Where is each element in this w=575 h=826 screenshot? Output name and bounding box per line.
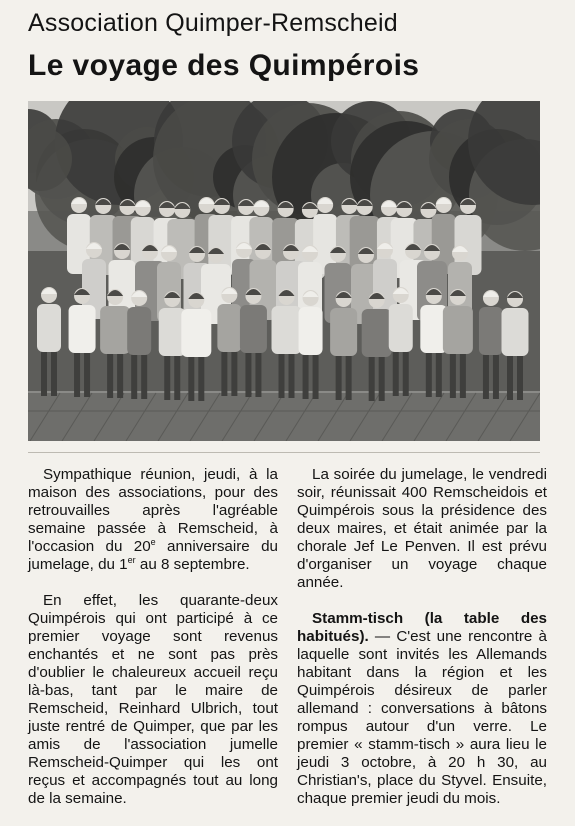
- person-leg: [493, 349, 499, 399]
- person-leg: [289, 348, 295, 398]
- person-leg: [188, 351, 194, 401]
- person-body: [69, 305, 96, 353]
- person-body: [330, 308, 357, 356]
- person-leg: [117, 348, 123, 398]
- person-leg: [107, 348, 113, 398]
- person-leg: [174, 350, 180, 400]
- person-leg: [379, 351, 385, 401]
- person-leg: [369, 351, 375, 401]
- person-leg: [403, 346, 409, 396]
- stamm-tisch-subhead: Stamm-tisch (la table des habitués).: [297, 610, 547, 645]
- person-leg: [483, 349, 489, 399]
- person-leg: [245, 347, 251, 397]
- person-leg: [231, 346, 237, 396]
- person-leg: [507, 350, 513, 400]
- group-photo-image: [28, 101, 540, 441]
- article-headline: Le voyage des Quimpérois: [28, 49, 420, 82]
- person-body: [362, 309, 392, 357]
- person-body: [389, 304, 413, 352]
- person-body: [240, 305, 267, 353]
- person-body: [37, 304, 61, 352]
- paragraph-stamm-tisch: Stamm-tisch (la table des habitués). — C'est une rencontre à laquelle sont invités les Allemands habitant dans la région et les Quimpérois désireux de parler allemand : conversations à bâtons rompus autour d'un verre. Le premier « stamm-tisch » aura lieu le jeudi 3 octobre, à 20 h 30, au Christian's, place du Styvel. Ensuite, chaque premier jeudi du mois.: [297, 610, 547, 807]
- person-body: [479, 307, 503, 355]
- person-leg: [141, 349, 147, 399]
- person-leg: [255, 347, 261, 397]
- paragraph-soiree: La soirée du jumelage, le vendredi soir, réunissait 400 Remscheidois et Quimpérois sous la présidence des deux maires, et était animée par la chorale Jef Le Penven. Il est prévu d'organiser un voyage chaque année.: [297, 466, 547, 591]
- paragraph-voyage: En effet, les quarante-deux Quimpérois qui ont participé à ce premier voyage sont revenus enchantés et ne sont pas près d'oublier le chaleureux accueil reçu là-bas, tant par le maire de Remscheid, Reinhard Ulbrich, tout juste rentré de Quimper, que par les amis de l'association jumelle Remscheid-Quimper qui les ont reçus et accompagnés tout au long de la semaine.: [28, 592, 278, 807]
- person-leg: [426, 347, 432, 397]
- person-leg: [131, 349, 137, 399]
- person-body: [181, 309, 211, 357]
- person-body: [217, 304, 241, 352]
- person-leg: [198, 351, 204, 401]
- person-body: [100, 306, 130, 354]
- person-leg: [51, 346, 57, 396]
- person-leg: [164, 350, 170, 400]
- person-leg: [346, 350, 352, 400]
- pavement: [28, 393, 540, 441]
- article-column-right: [297, 466, 547, 826]
- person-leg: [436, 347, 442, 397]
- separator: [28, 452, 540, 453]
- person-leg: [303, 349, 309, 399]
- person-leg: [41, 346, 47, 396]
- person-body: [502, 308, 529, 356]
- person-body: [443, 306, 473, 354]
- person-leg: [74, 347, 80, 397]
- person-leg: [221, 346, 227, 396]
- person-leg: [460, 348, 466, 398]
- person-body: [127, 307, 151, 355]
- paragraph-reunion: Sympathique réunion, jeudi, à la maison des associations, pour des retrouvailles après l'agréable semaine passée à Remscheid, à l'occasion du 20e anniversaire du jumelage, du 1er au 8 septembre.: [28, 466, 278, 573]
- person-leg: [450, 348, 456, 398]
- group-photo: [28, 101, 540, 441]
- person-leg: [84, 347, 90, 397]
- person-leg: [336, 350, 342, 400]
- person-body: [299, 307, 323, 355]
- person-leg: [313, 349, 319, 399]
- person-leg: [393, 346, 399, 396]
- article-kicker: Association Quimper-Remscheid: [28, 9, 398, 37]
- article-column-left: [28, 466, 278, 826]
- person-body: [272, 306, 302, 354]
- person-leg: [279, 348, 285, 398]
- person-leg: [517, 350, 523, 400]
